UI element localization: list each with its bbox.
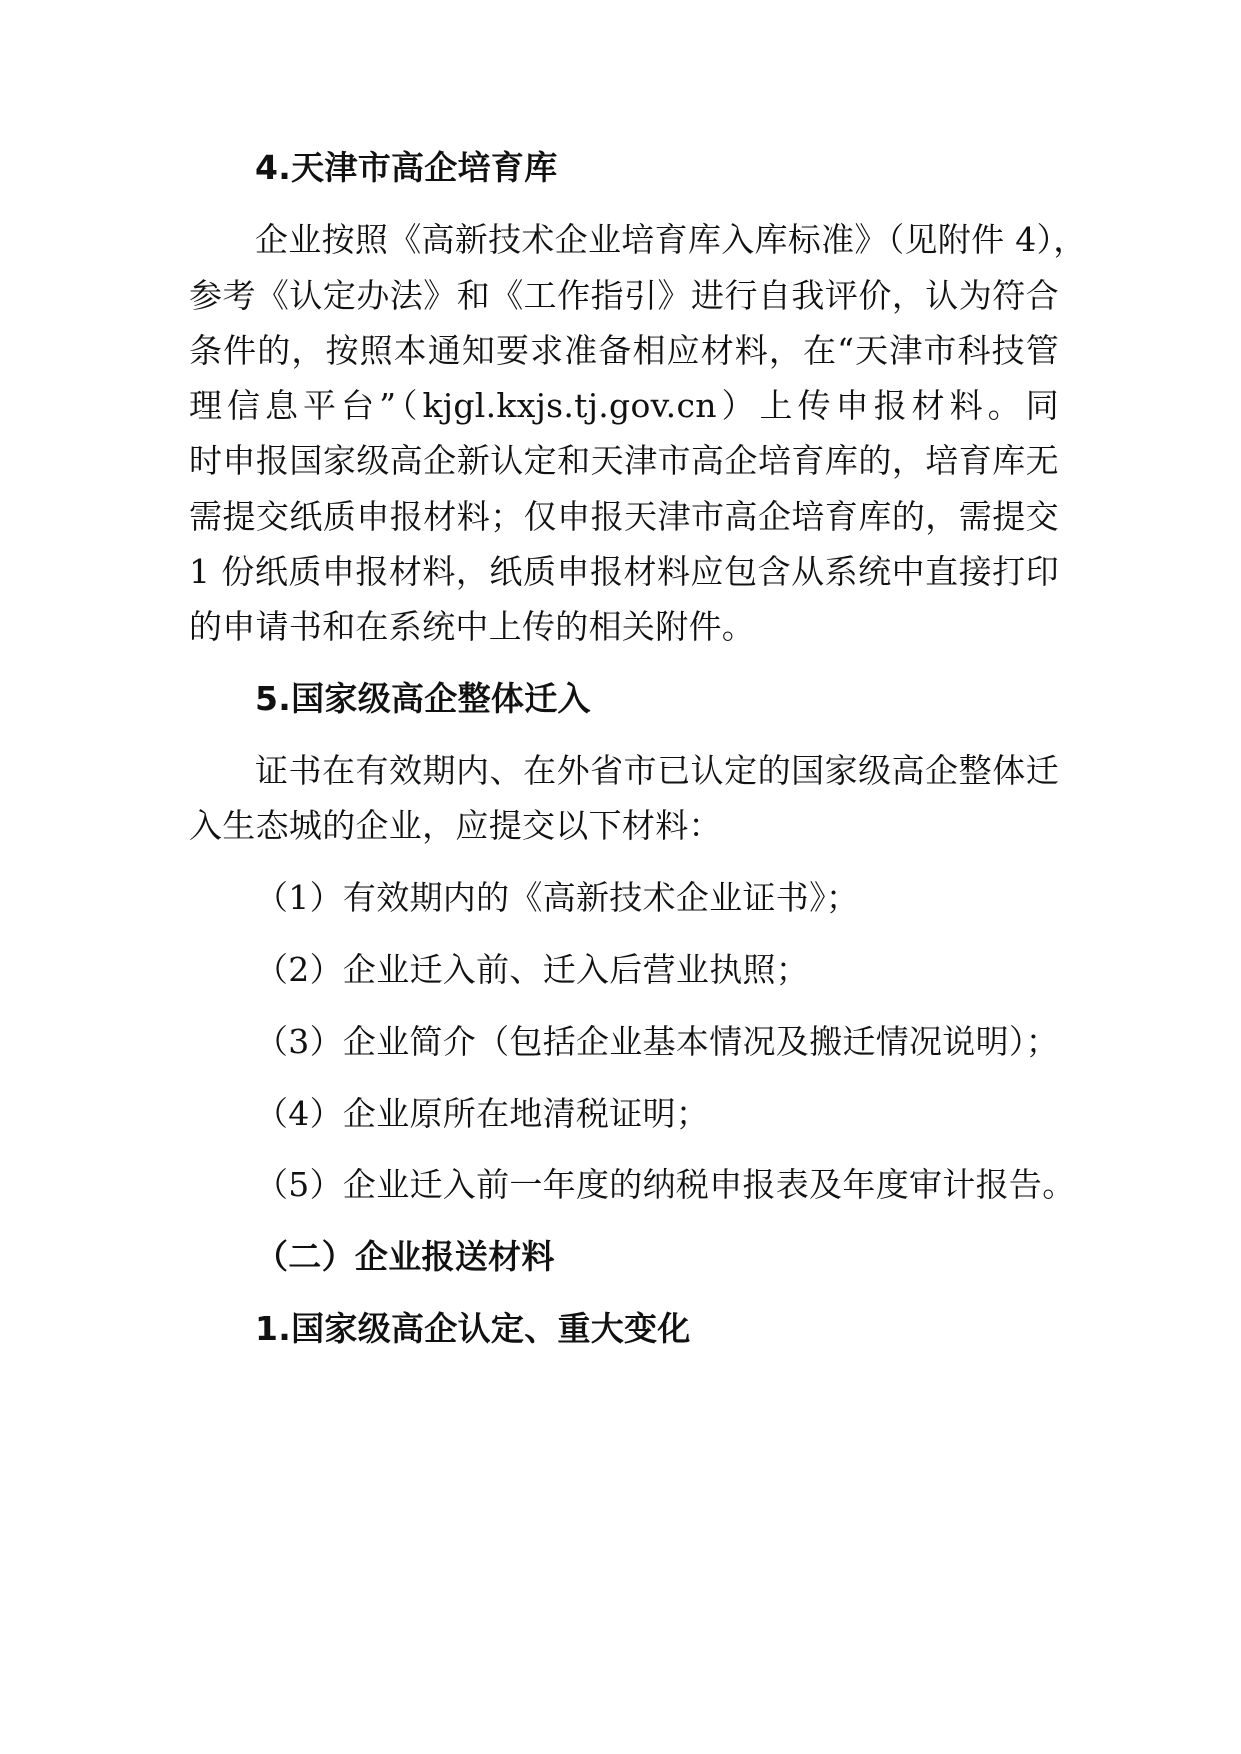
paragraph-line: 需提交纸质申报材料；仅申报天津市高企培育库的，需提交 bbox=[189, 497, 1059, 536]
paragraph-line: 1 份纸质申报材料，纸质申报材料应包含从系统中直接打印 bbox=[189, 552, 1059, 591]
paragraph-line: 企业按照《高新技术企业培育库入库标准》（见附件 4）， bbox=[255, 220, 1087, 259]
list-item: （2）企业迁入前、迁入后营业执照； bbox=[255, 950, 810, 989]
subsection-heading: （二）企业报送材料 bbox=[255, 1237, 555, 1276]
list-item: （4）企业原所在地清税证明； bbox=[255, 1094, 710, 1133]
paragraph-line: 条件的，按照本通知要求准备相应材料，在“天津市科技管 bbox=[189, 331, 1059, 370]
list-item: （3）企业简介（包括企业基本情况及搬迁情况说明）； bbox=[255, 1022, 1059, 1061]
paragraph-line: 理信息平台”（kjgl.kxjs.tj.gov.cn）上传申报材料。同 bbox=[189, 386, 1059, 425]
paragraph-line: 入生态城的企业，应提交以下材料： bbox=[189, 806, 722, 845]
section-heading-national-relocation: 5.国家级高企整体迁入 bbox=[255, 679, 591, 718]
paragraph-line: 证书在有效期内、在外省市已认定的国家级高企整体迁 bbox=[255, 751, 1059, 790]
section-heading-tianjin-incubation: 4.天津市高企培育库 bbox=[255, 148, 558, 187]
list-item: （1）有效期内的《高新技术企业证书》； bbox=[255, 878, 860, 917]
subsection-item-heading: 1.国家级高企认定、重大变化 bbox=[255, 1309, 691, 1348]
paragraph-line: 参考《认定办法》和《工作指引》进行自我评价，认为符合 bbox=[189, 276, 1059, 315]
list-item: （5）企业迁入前一年度的纳税申报表及年度审计报告。 bbox=[255, 1165, 1076, 1204]
paragraph-line: 时申报国家级高企新认定和天津市高企培育库的，培育库无 bbox=[189, 441, 1059, 480]
paragraph-line: 的申请书和在系统中上传的相关附件。 bbox=[189, 607, 756, 646]
